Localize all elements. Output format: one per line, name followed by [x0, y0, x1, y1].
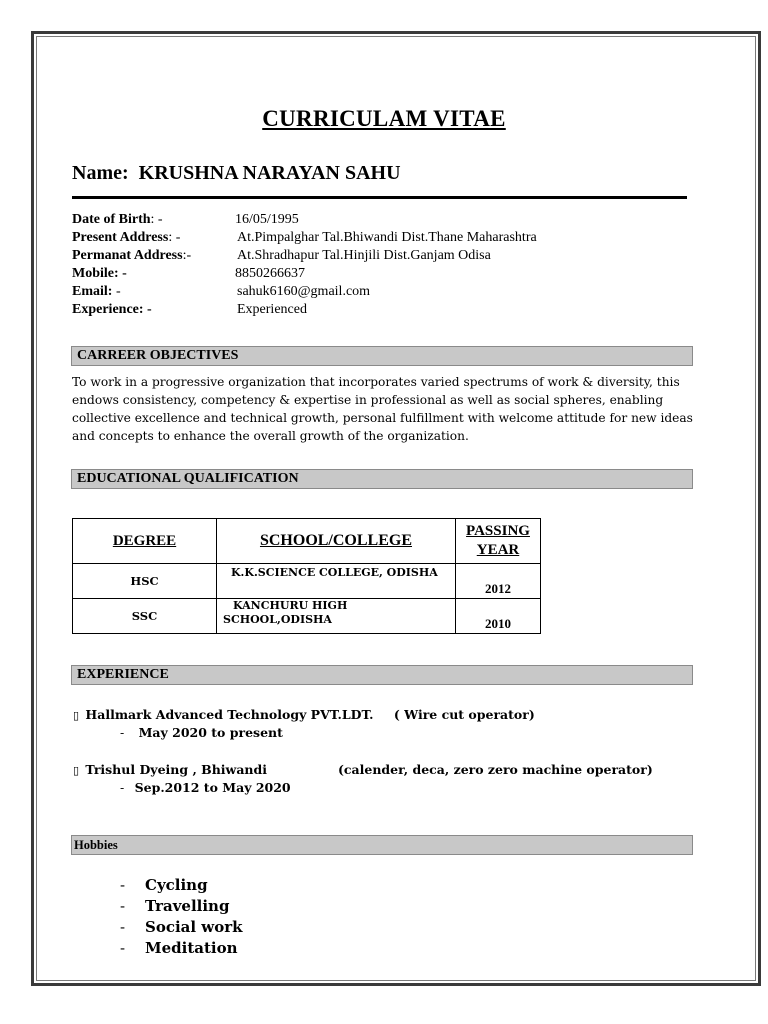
objective-text: To work in a progressive organization that incorporates varied spectrums of work & diversity, this endows consistency, competency & expertise in professional as well as social spheres, enabling collective excellence and technical growth, personal fulfillment with welcome attitude for new ideas and concepts to enhance the overall growth of the organization. — [72, 375, 693, 443]
hobby-label: Meditation — [145, 939, 238, 957]
column-header-degree: DEGREE — [73, 519, 217, 564]
column-header-year-line2: YEAR — [476, 542, 520, 558]
table-header-row — [73, 519, 541, 564]
degree-cell: SSC — [73, 599, 217, 634]
dob-sep: : - — [150, 212, 163, 227]
present-address-label: Present Address — [72, 230, 169, 245]
email-sep: - — [112, 284, 121, 299]
name-line — [72, 162, 401, 185]
present-address-sep: : - — [168, 230, 181, 245]
dob-value: 16/05/1995 — [235, 212, 299, 227]
period-text: May 2020 to present — [138, 725, 283, 740]
list-item: - Social work — [120, 918, 243, 936]
company-name: Hallmark Advanced Technology PVT.LDT. — [85, 707, 374, 722]
hobby-label: Social work — [145, 918, 243, 936]
degree-cell: HSC — [73, 564, 217, 599]
email-label: Email: — [72, 284, 113, 299]
list-item: - Travelling — [120, 897, 230, 915]
hobby-label: Travelling — [145, 897, 230, 915]
permanent-address-sep: :- — [182, 248, 192, 263]
list-item: - Meditation — [120, 939, 238, 957]
bullet-icon: ▯ — [73, 709, 80, 722]
email-value: sahuk6160@gmail.com — [237, 284, 371, 299]
school-cell: K.K.SCIENCE COLLEGE, ODISHA — [217, 564, 456, 599]
permanent-address-label: Permanat Address — [72, 248, 183, 263]
column-header-year-line1: PASSING — [466, 523, 530, 539]
hobby-label: Cycling — [145, 876, 208, 894]
experience-value: Experienced — [237, 302, 307, 317]
school-line-2: SCHOOL,ODISHA — [223, 613, 332, 626]
job-role: (calender, deca, zero zero machine operator) — [338, 762, 653, 777]
hobbies-list — [120, 875, 243, 959]
section-heading-experience: EXPERIENCE — [71, 665, 693, 685]
table-row — [73, 564, 541, 599]
column-header-school: SCHOOL/COLLEGE — [217, 519, 456, 564]
year-cell: 2012 — [456, 564, 541, 599]
experience-item-2 — [73, 761, 653, 780]
dob-label: Date of Birth — [72, 212, 151, 227]
experience-period-2: - Sep.2012 to May 2020 — [120, 780, 291, 795]
section-heading-education: EDUCATIONAL QUALIFICATION — [71, 469, 693, 489]
section-heading-objectives: CARREER OBJECTIVES — [71, 346, 693, 366]
list-item: - Cycling — [120, 876, 208, 894]
mobile-label: Mobile: - — [72, 266, 127, 281]
job-role: ( Wire cut operator) — [393, 707, 535, 722]
document-title: CURRICULAM VITAE — [262, 106, 506, 131]
bullet-icon: ▯ — [73, 764, 80, 777]
experience-label: Experience: - — [72, 302, 152, 317]
experience-item-1 — [73, 706, 535, 725]
table-row — [73, 599, 541, 634]
permanent-address-value: At.Shradhapur Tal.Hinjili Dist.Ganjam Odisa — [237, 248, 491, 263]
education-table — [72, 518, 541, 634]
section-heading-hobbies: Hobbies — [71, 835, 693, 855]
name-label: Name: — [72, 162, 129, 184]
school-cell — [217, 599, 456, 634]
mobile-value: 8850266637 — [235, 266, 305, 281]
company-name: Trishul Dyeing , Bhiwandi — [85, 762, 267, 777]
column-header-year — [456, 519, 541, 564]
period-text: Sep.2012 to May 2020 — [134, 780, 291, 795]
year-cell: 2010 — [456, 599, 541, 634]
present-address-value: At.Pimpalghar Tal.Bhiwandi Dist.Thane Maharashtra — [237, 230, 537, 245]
name-divider — [72, 196, 687, 199]
school-line-1: KANCHURU HIGH — [233, 599, 348, 612]
name-value: KRUSHNA NARAYAN SAHU — [138, 162, 401, 184]
experience-period-1: - May 2020 to present — [120, 725, 283, 740]
